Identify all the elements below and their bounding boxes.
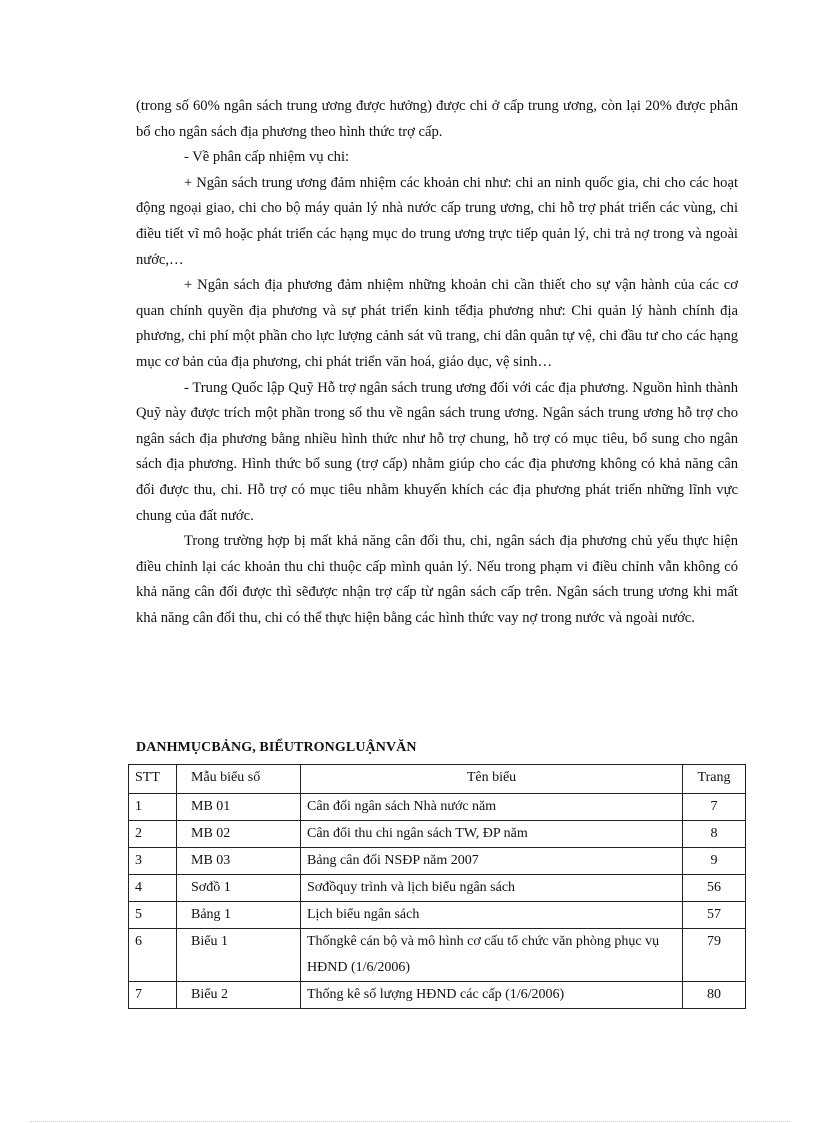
- table-row: [129, 794, 746, 821]
- paragraph: Trong trường hợp bị mất khả năng cân đối thu, chi, ngân sách địa phương chủ yếu thực hiện điều chỉnh lại các khoản thu chi thuộc cấp mình quản lý. Nếu trong phạm vi điều chỉnh vẫn không có khả năng cân đối được thì sẽđược nhận trợ cấp từ ngân sách cấp trên. Ngân sách trung ương khi mất khả năng cân đối thu, chi có thể thực hiện bằng các hình thức vay nợ trong nước và ngoài nước.: [136, 533, 738, 626]
- paragraph: (trong số 60% ngân sách trung ương được hưởng) được chi ở cấp trung ương, còn lại 20% được phân bổ cho ngân sách địa phương theo hình thức trợ cấp.: [136, 98, 738, 140]
- table-row: [129, 821, 746, 848]
- row-table-name: Bảng cân đối NSĐP năm 2007: [301, 848, 683, 875]
- row-stt: 1: [129, 794, 177, 821]
- row-page: 80: [683, 982, 746, 1009]
- table-row: [129, 982, 746, 1009]
- row-page: 57: [683, 902, 746, 929]
- paragraph: - Trung Quốc lập Quỹ Hỗ trợ ngân sách trung ương đối với các địa phương. Nguồn hình thành Quỹ này được trích một phần trong số thu về ngân sách trung ương. Ngân sách trung ương hỗ trợ cho ngân sách địa phương bằng nhiều hình thức như hỗ trợ chung, hỗ trợ có mục tiêu, bổ sung cho ngân sách địa phương. Hình thức bổ sung (trợ cấp) nhằm giúp cho các địa phương không có khả năng cân đối được thu, chi. Hỗ trợ có mục tiêu nhằm khuyến khích các địa phương phát triển những lĩnh vực chung của đất nước.: [136, 379, 738, 524]
- table-row: [129, 929, 746, 982]
- row-stt: 5: [129, 902, 177, 929]
- row-page: 8: [683, 821, 746, 848]
- page-bottom-divider: [30, 1121, 790, 1122]
- row-page: 56: [683, 875, 746, 902]
- row-table-name: Thốngkê cán bộ và mô hình cơ cấu tổ chức văn phòng phục vụ HĐND (1/6/2006): [301, 929, 683, 982]
- header-stt: STT: [129, 765, 177, 794]
- table-row: [129, 848, 746, 875]
- header-page: Trang: [683, 765, 746, 794]
- row-form-number: MB 02: [177, 821, 301, 848]
- row-stt: 2: [129, 821, 177, 848]
- table-header-row: [129, 765, 746, 794]
- row-page: 79: [683, 929, 746, 982]
- row-table-name: Sơđồquy trình và lịch biểu ngân sách: [301, 875, 683, 902]
- row-form-number: MB 01: [177, 794, 301, 821]
- row-stt: 3: [129, 848, 177, 875]
- table-row: [129, 875, 746, 902]
- row-form-number: MB 03: [177, 848, 301, 875]
- table-list: [128, 764, 746, 1009]
- row-form-number: Biểu 2: [177, 982, 301, 1009]
- row-table-name: Lịch biểu ngân sách: [301, 902, 683, 929]
- row-stt: 6: [129, 929, 177, 982]
- paragraph: + Ngân sách trung ương đảm nhiệm các khoản chi như: chi an ninh quốc gia, chi cho các hoạt động ngoại giao, chi cho bộ máy quản lý nhà nước cấp trung ương, chi hỗ trợ phát triển các vùng, chi điều tiết vĩ mô hoặc phát triển các hạng mục do trung ương trực tiếp quản lý, chi trả nợ trong và ngoài nước,…: [136, 174, 738, 268]
- row-stt: 4: [129, 875, 177, 902]
- row-page: 9: [683, 848, 746, 875]
- table-list-title: DANHMỤCBẢNG, BIỂUTRONGLUẬNVĂN: [136, 740, 417, 755]
- header-table-name: Tên biểu: [301, 765, 683, 794]
- body-text: [136, 94, 738, 631]
- row-table-name: Cân đối ngân sách Nhà nước năm: [301, 794, 683, 821]
- row-table-name: Cân đối thu chi ngân sách TW, ĐP năm: [301, 821, 683, 848]
- paragraph: - Về phân cấp nhiệm vụ chi:: [184, 149, 350, 166]
- row-form-number: Biểu 1: [177, 929, 301, 982]
- table-row: [129, 902, 746, 929]
- header-form-number: Mẫu biểu số: [177, 765, 301, 794]
- row-page: 7: [683, 794, 746, 821]
- row-table-name: Thống kê số lượng HĐND các cấp (1/6/2006): [301, 982, 683, 1009]
- row-form-number: Sơđồ 1: [177, 875, 301, 902]
- row-form-number: Bảng 1: [177, 902, 301, 929]
- paragraph: + Ngân sách địa phương đảm nhiệm những khoản chi cần thiết cho sự vận hành của các cơ quan chính quyền địa phương và sự phát triển kinh tếđịa phương như: Chi quản lý hành chính địa phương, chi phí một phần cho lực lượng cảnh sát vũ trang, chi dân quân tự vệ, chi đầu tư cho các hạng mục cơ bản của địa phương, chi phát triển văn hoá, giáo dục, vệ sinh…: [136, 277, 738, 370]
- row-stt: 7: [129, 982, 177, 1009]
